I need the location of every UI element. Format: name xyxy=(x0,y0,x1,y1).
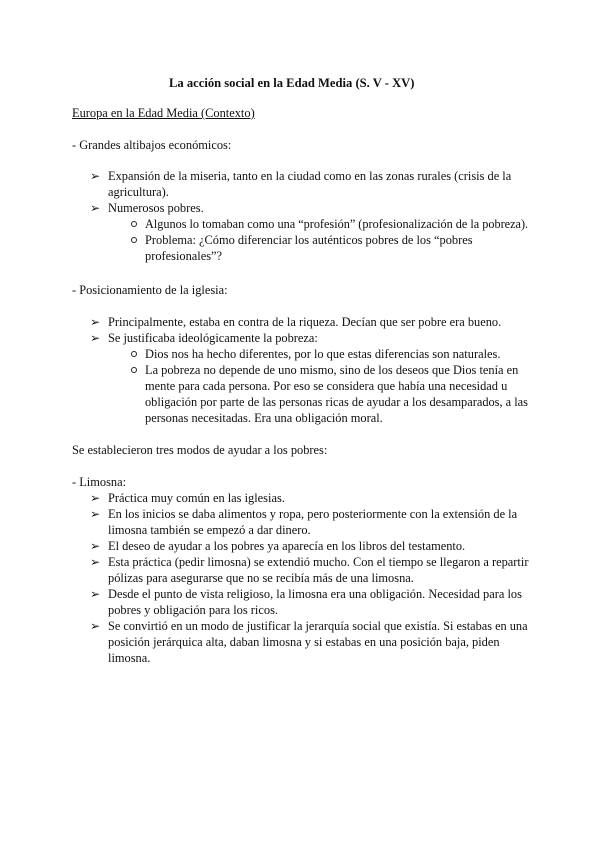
sub-bullet-line: Dios nos ha hecho diferentes, por lo que estas diferencias son naturales. xyxy=(145,347,501,361)
bullet-line: Principalmente, estaba en contra de la riqueza. Decían que ser pobre era bueno. xyxy=(108,315,502,329)
bullet-line: agricultura). xyxy=(108,185,169,199)
bullet-line: Se justificaba ideológicamente la pobreza: xyxy=(108,331,318,345)
arrow-bullet-icon: ➢ xyxy=(90,491,101,505)
section-heading-economic: - Grandes altibajos económicos: xyxy=(72,138,232,152)
bullet-line: pólizas para asegurarse que no se recibía más de una limosna. xyxy=(108,571,414,585)
bullet-line: El deseo de ayudar a los pobres ya aparecía en los libros del testamento. xyxy=(108,539,466,553)
arrow-bullet-icon: ➢ xyxy=(90,619,101,633)
arrow-bullet-icon: ➢ xyxy=(90,507,101,521)
bullet-line: limosna también se empezó a dar dinero. xyxy=(108,523,311,537)
circle-bullet-icon xyxy=(131,237,137,243)
sub-bullet-line: Problema: ¿Cómo diferenciar los auténticos pobres de los “pobres xyxy=(145,233,473,247)
intro-line: Se establecieron tres modos de ayudar a los pobres: xyxy=(72,443,328,457)
circle-bullet-icon xyxy=(131,351,137,357)
sub-bullet-line: profesionales”? xyxy=(145,249,223,263)
arrow-bullet-icon: ➢ xyxy=(90,539,101,553)
bullet-line: pobres y obligación para los ricos. xyxy=(108,603,278,617)
bullet-line: limosna. xyxy=(108,651,151,665)
arrow-bullet-icon: ➢ xyxy=(90,169,101,183)
context-subtitle: Europa en la Edad Media (Contexto) xyxy=(72,106,255,120)
bullet-line: Desde el punto de vista religioso, la limosna era una obligación. Necesidad para los xyxy=(108,587,522,601)
arrow-bullet-icon: ➢ xyxy=(90,201,101,215)
bullet-line: Numerosos pobres. xyxy=(108,201,204,215)
bullet-line: En los inicios se daba alimentos y ropa, pero posteriormente con la extensión de la xyxy=(108,507,518,521)
bullet-line: Práctica muy común en las iglesias. xyxy=(108,491,285,505)
sub-bullet-line: personas necesitadas. Era una obligación moral. xyxy=(145,411,383,425)
arrow-bullet-icon: ➢ xyxy=(90,555,101,569)
circle-bullet-icon xyxy=(131,221,137,227)
sub-bullet-line: La pobreza no depende de uno mismo, sino de los deseos que Dios tenía en xyxy=(145,363,519,377)
sub-bullet-line: mente para cada persona. Por eso se considera que había una necesidad u xyxy=(145,379,508,393)
bullet-line: Se convirtió en un modo de justificar la jerarquía social que existía. Si estabas en una xyxy=(108,619,528,633)
bullet-line: Expansión de la miseria, tanto en la ciudad como en las zonas rurales (crisis de la xyxy=(108,169,512,183)
document-title: La acción social en la Edad Media (S. V - XV) xyxy=(169,76,415,90)
bullet-line: posición jerárquica alta, daban limosna y si estabas en una posición baja, piden xyxy=(108,635,500,649)
circle-bullet-icon xyxy=(131,367,137,373)
sub-bullet-line: obligación por parte de las personas ricas de ayudar a los desamparados, a las xyxy=(145,395,528,409)
section-heading-church: - Posicionamiento de la iglesia: xyxy=(72,283,228,297)
arrow-bullet-icon: ➢ xyxy=(90,331,101,345)
bullet-line: Esta práctica (pedir limosna) se extendió mucho. Con el tiempo se llegaron a repartir xyxy=(108,555,529,569)
arrow-bullet-icon: ➢ xyxy=(90,587,101,601)
section-heading-limosna: - Limosna: xyxy=(72,475,127,489)
sub-bullet-line: Algunos lo tomaban como una “profesión” (profesionalización de la pobreza). xyxy=(145,217,529,231)
arrow-bullet-icon: ➢ xyxy=(90,315,101,329)
